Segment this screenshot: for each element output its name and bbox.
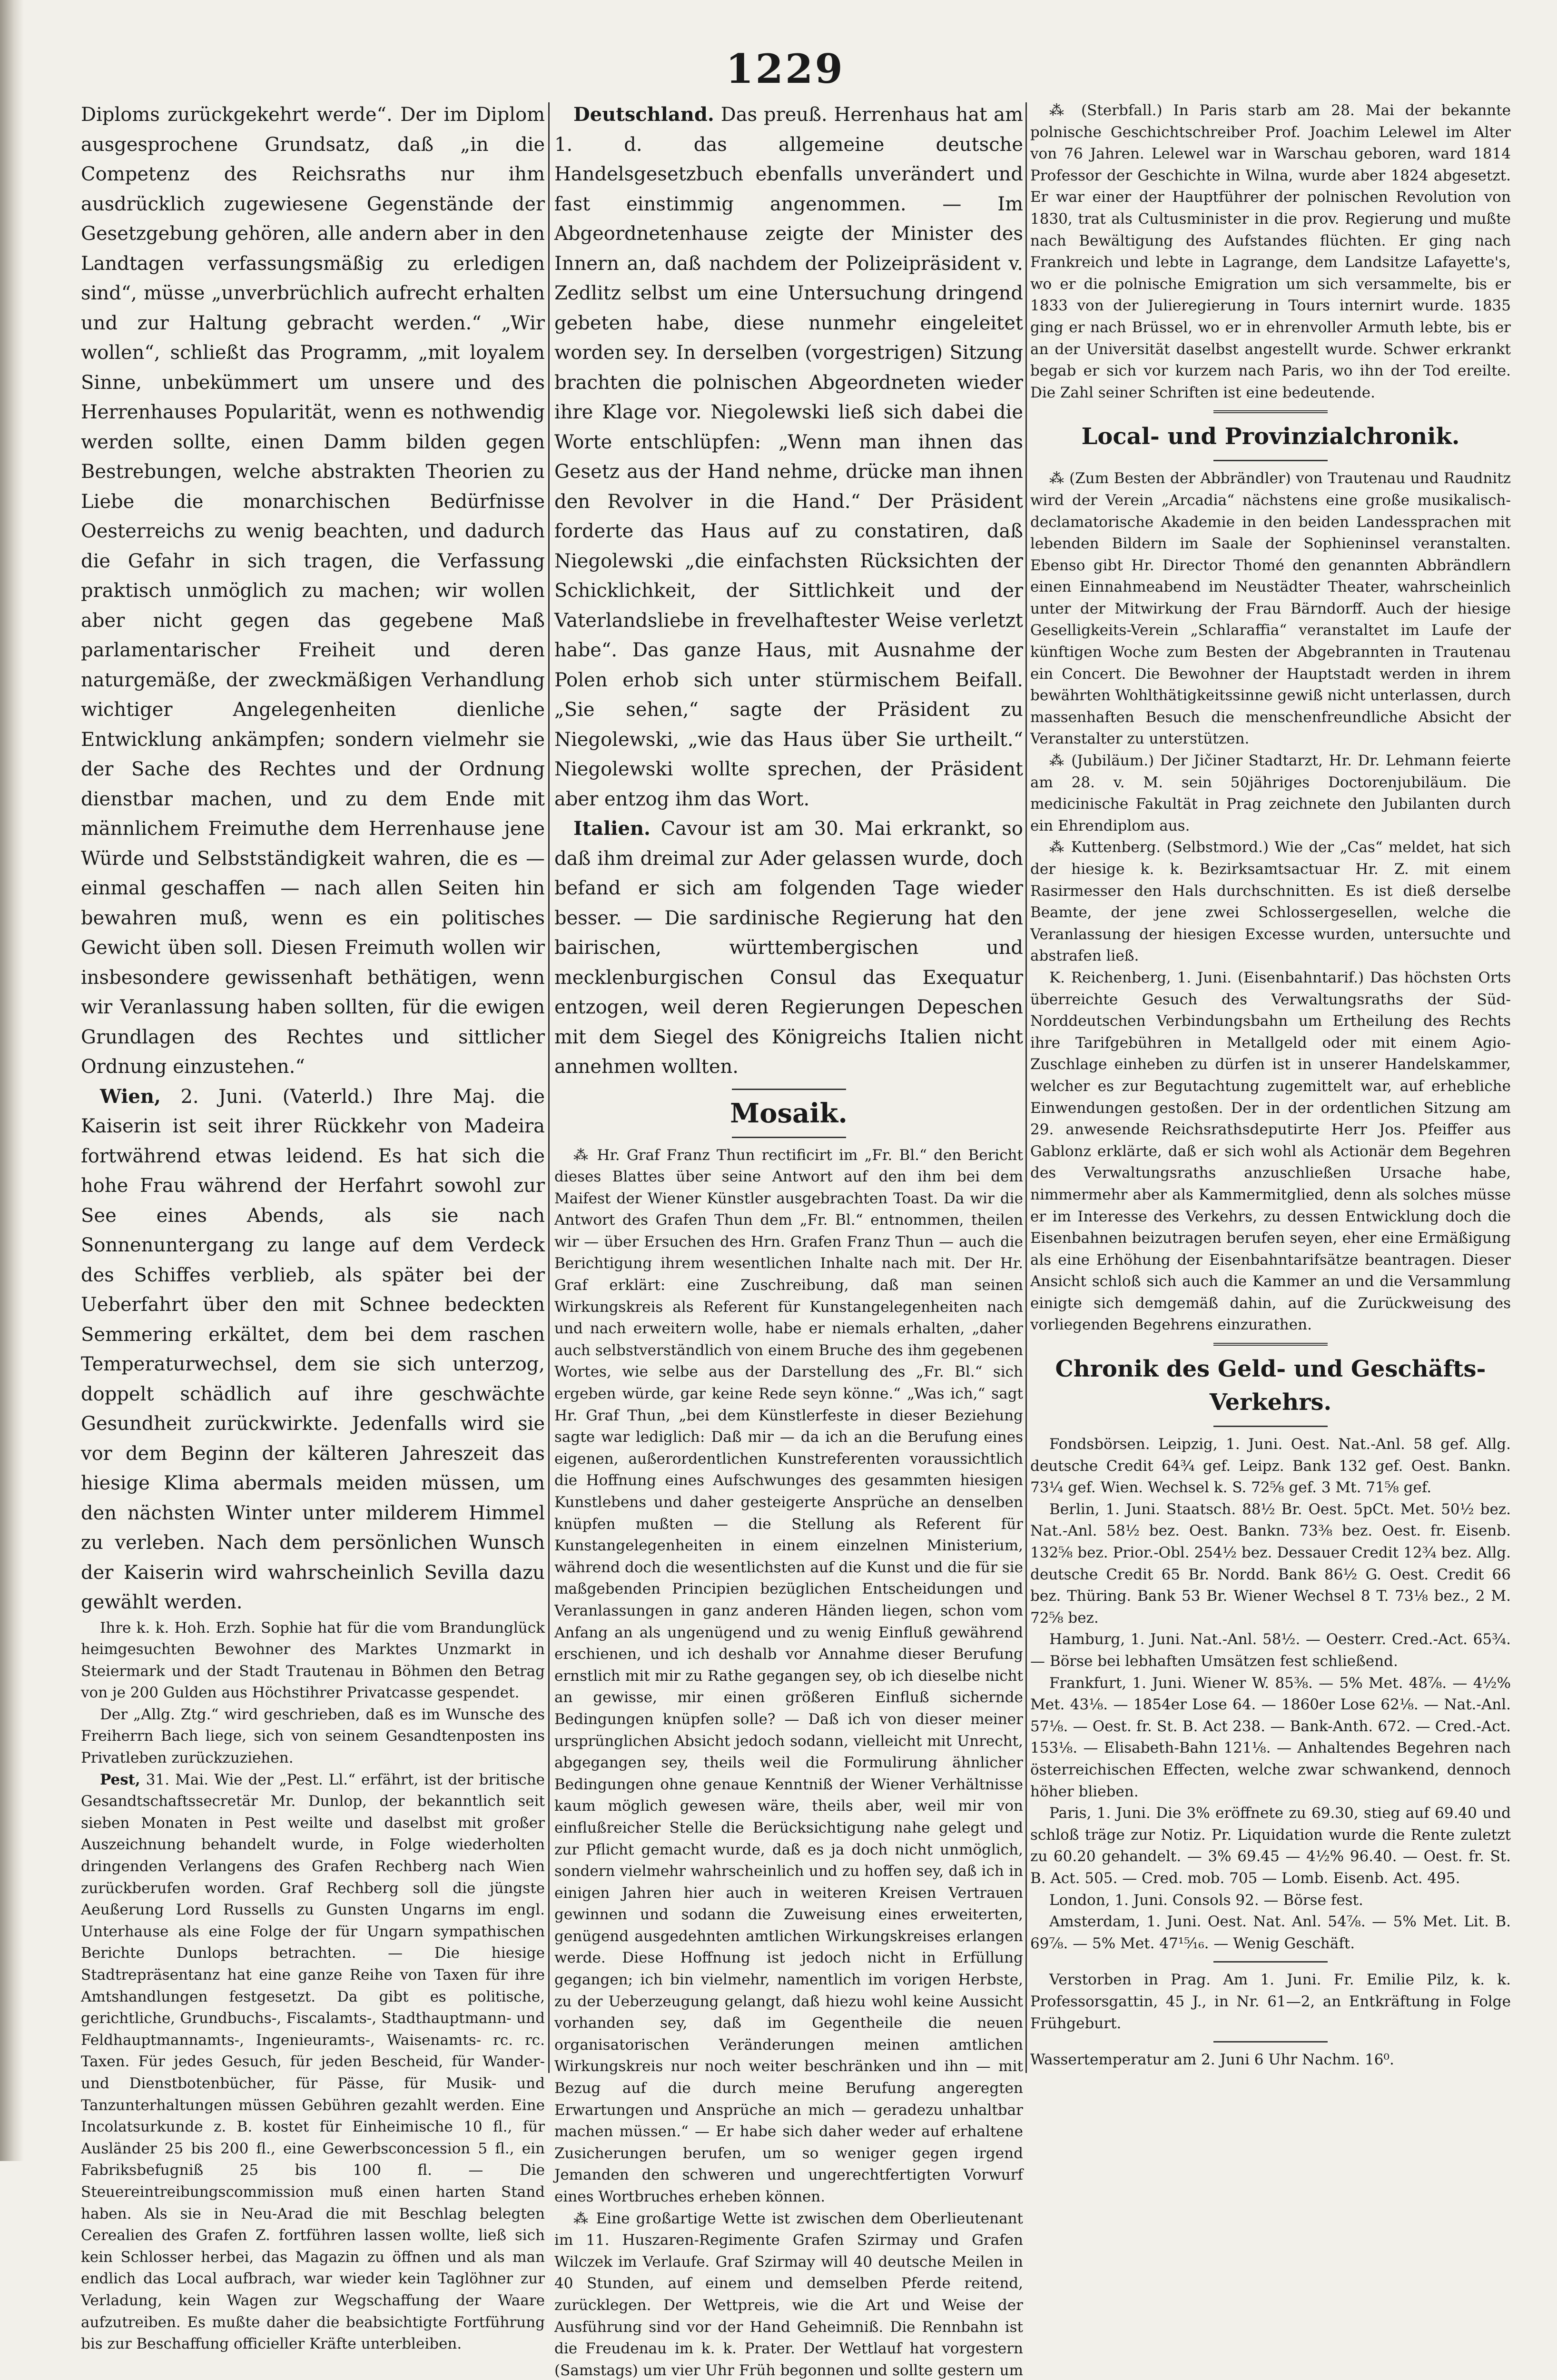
divider xyxy=(732,1089,846,1090)
dateline-deutschland: Deutschland. xyxy=(573,103,714,126)
divider xyxy=(1213,2041,1328,2043)
column-middle xyxy=(554,100,1023,2379)
divider xyxy=(1213,460,1328,461)
article-pest-text: 31. Mai. Wie der „Pest. Ll.“ erfährt, ist der britische Gesandtschaftssecretär Mr. Dunlop, der bekanntlich seit sieben Monaten in Pest weilte und daselbst mit großer Auszeichnung behandelt wurde, in Folge wiederholten dringenden Verlangens des Grafen Rechberg nach Wien zurückberufen worden. Graf Rechberg soll die jüngste Aeußerung Lord Russells zu Gunsten Ungarns im engl. Unterhause als eine Folge der für Ungarn sympathischen Berichte Dunlops betrachten. — Die hiesige Stadtrepräsentanz hat eine ganze Reihe von Taxen für ihre Amtshandlungen festgesetzt. Da gibt es politische, gerichtliche, Grundbuchs-, Fiscalamts-, Stadthauptmann- und Feldhauptmannamts-, Ingenieuramts-, Waisenamts- rc. rc. Taxen. Für jedes Gesuch, für jeden Bescheid, für Wander- und Dienstbotenbücher, für Pässe, für Musik- und Tanzunterhaltungen müssen Gebühren gezahlt werden. Eine Incolatsurkunde z. B. kostet für Einheimische 10 fl., für Ausländer 25 bis 200 fl., eine Gewerbsconcession 5 fl., ein Fabriksbefugniß 25 bis 100 fl. — Die Steuereintreibungscommission muß einen harten Stand haben. Als sie in Neu-Arad die mit Beschlag belegten Cerealien des Grafen Z. fortführen lassen wollte, ließ sich kein Schlosser herbei, das Magazin zu öffnen und als man endlich das Local aufbrach, war wieder kein Taglöhner zur Verladung, kein Wagen zur Wegschaffung der Waare aufzutreiben. Es mußte daher die beabsichtigte Fortführung bis zur Beschaffung officieller Kräfte unterbleiben. xyxy=(81,1771,545,2353)
mosaik-item-graf-thun: ⁂ Hr. Graf Franz Thun rectificirt im „Fr. Bl.“ den Bericht dieses Blattes über seine Antwort auf den ihm bei dem Maifest der Wiener Künstler ausgebrachten Toast. Da wir die Antwort des Grafen Thun dem „Fr. Bl.“ entnommen, theilen wir — über Ersuchen des Hrn. Grafen Franz Thun — auch die Berichtigung ihrem wesentlichen Inhalte nach mit. Der Hr. Graf erklärt: eine Zuschreibung, daß man seinen Wirkungskreis als Referent für Kunstangelegenheiten nach und nach erweitern wolle, habe er niemals erhalten, „daher auch selbstverständlich von einem Bruche des ihm gegebenen Wortes, wie selbe aus der Darstellung des „Fr. Bl.“ sich ergeben würde, gar keine Rede seyn könne.“ „Was ich,“ sagt Hr. Graf Thun, „bei dem Künstlerfeste in dieser Beziehung sagte war lediglich: Daß mir — da ich an die Berufung eines eigenen, außerordentlichen Kunstreferenten voraussichtlich die Hoffnung eines Aufschwunges des gesammten hiesigen Kunstlebens und daher gesteigerte Ansprüche an denselben knüpfen mußten — die Stellung als Referent für Kunstangelegenheiten in einem einzelnen Ministerium, während doch die wesentlichsten auf die Kunst und die für sie maßgebenden Principien bezüglichen Entscheidungen und Veranlassungen in ganz anderen Händen liegen, schon vom Anfang an als ungenügend und zu wenig Einfluß gewährend erschienen, und ich deshalb vor Annahme dieser Berufung ernstlich mit mir zu Rathe gegangen sey, ob ich dieselbe nicht an gewisse, mir einen größeren Einfluß sichernde Bedingungen knüpfen solle? — Daß ich von dieser meiner ursprünglichen Absicht jedoch sodann, vielleicht mit Unrecht, abgegangen sey, theils weil die Formulirung ähnlicher Bedingungen ohne genaue Kenntniß der Wiener Verhältnisse kaum möglich gewesen wäre, theils aber, weil mir von einflußreicher Stelle die Berücksichtigung nahe gelegt und zur Pflicht gemacht wurde, daß es ja doch nicht unmöglich, sondern vielmehr wahrscheinlich und zu hoffen sey, daß ich in einigen Jahren hier auch in weiteren Kreisen Vertrauen gewinnen und sodann die Zuweisung eines erweiterten, genügend ausgedehnten amtlichen Wirkungskreises erlangen werde. Diese Hoffnung ist jedoch nicht in Erfüllung gegangen; ich bin vielmehr, namentlich im vorigen Herbste, zu der Ueberzeugung gelangt, daß hiezu wohl keine Aussicht vorhanden sey, daß im Gegentheile die neuen organisatorischen Veränderungen meinen amtlichen Wirkungskreis nur noch weiter beschränken und ihn — mit Bezug auf die durch meine Berufung angeregten Erwartungen und Ansprüche an mich — geradezu unhaltbar machen müssen.“ — Er habe sich daher weder auf erhaltene Zusicherungen berufen, um so weniger gegen irgend Jemanden den schweren und ungerechtfertigten Vorwurf eines Wortbruches erheben können. xyxy=(554,1146,1023,2205)
section-title-geld-chronik: Chronik des Geld- und Geschäfts-Verkehrs. xyxy=(1055,1356,1486,1416)
market-frankfurt: Frankfurt, 1. Juni. Wiener W. 85⅜. — 5% Met. 48⅞. — 4½% Met. 43⅛. — 1854er Lose 64. — 1860er Lose 62⅛. — Nat.-Anl. 57⅛. — Oest. fr. St. B. Act 238. — Bank-Anth. 672. — Cred.-Act. 153⅛. — Elisabeth-Bahn 121⅛. — Anhaltendes Begehren nach österreichischen Effecten, welche zwar schwankend, dennoch höher blieben. xyxy=(1030,1674,1511,1800)
column-right xyxy=(1030,100,1511,2090)
market-amsterdam: Amsterdam, 1. Juni. Oest. Nat. Anl. 54⅞. — 5% Met. Lit. B. 69⅞. — 5% Met. 47¹⁵⁄₁₆. — Wenig Geschäft. xyxy=(1030,1913,1511,1952)
article-wien xyxy=(81,1082,545,1617)
local-item-abbraendler: ⁂ (Zum Besten der Abbrändler) von Trautenau und Raudnitz wird der Verein „Arcadia“ nächstens eine große musikalisch-declamatorische Akademie in den beiden Landessprachen mit lebenden Bildern im Saale der Sophieninsel veranstalten. Ebenso gibt Hr. Director Thomé den genannten Abbrändlern einen Einnahmeabend im Neustädter Theater, wahrscheinlich unter der Mitwirkung der Frau Bärndorff. Auch der hiesige Geselligkeits-Verein „Schlaraffia“ veranstaltet im Laufe der künftigen Woche zum Besten der Abgebrannten in Trautenau ein Concert. Die Bewohner der Hauptstadt werden in ihrem bewährten Wohlthätigkeitssinne gewiß nicht unterlassen, durch massenhaften Besuch die menschenfreundliche Absicht der Veranstalter zu unterstützen. xyxy=(1030,470,1511,748)
page-edge-shadow xyxy=(0,0,24,2161)
mosaik-item-wette: ⁂ Eine großartige Wette ist zwischen dem Oberlieutenant im 11. Huszaren-Regimente Grafen Szirmay und Grafen Wilczek im Verlaufe. Graf Szirmay will 40 deutsche Meilen in 40 Stunden, auf einem und demselben Pferde reitend, zurücklegen. Der Wettpreis, wie die Art und Weise der Ausführung sind vor der Hand Geheimniß. Die Rennbahn ist die Freudenau im k. k. Prater. Der Wettlauf hat vorgestern (Samstags) um vier Uhr Früh begonnen und sollte gestern um xyxy=(554,2210,1023,2379)
article-deutschland xyxy=(554,100,1023,814)
dateline-wien: Wien, xyxy=(100,1085,161,1108)
article-erzh-sophie: Ihre k. k. Hoh. Erzh. Sophie hat für die vom Brandunglück heimgesuchten Bewohner des Marktes Unzmarkt in Steiermark und der Stadt Trautenau in Böhmen den Betrag von je 200 Gulden aus Höchstihrer Privatcasse gespendet. xyxy=(81,1619,545,1702)
divider xyxy=(1213,410,1328,413)
page-number: 1229 xyxy=(726,45,845,92)
column-rule-left xyxy=(548,102,550,2073)
article-freiherr-bach: Der „Allg. Ztg.“ wird geschrieben, daß es im Wunsche des Freiherrn Bach liege, sich von seinem Gesandtenposten ins Privatleben zurückzuziehen. xyxy=(81,1706,545,1767)
article-deutschland-text: Das preuß. Herrenhaus hat am 1. d. das allgemeine deutsche Handelsgesetzbuch ebenfalls unverändert und fast einstimmig angenommen. — Im Abgeordnetenhause zeigte der Minister des Innern an, daß nachdem der Polizeipräsident v. Zedlitz selbst um eine Untersuchung dringend gebeten habe, diese nunmehr eingeleitet worden sey. In derselben (vorgestrigen) Sitzung brachten die polnischen Abgeordneten wieder ihre Klage vor. Niegolewski ließ sich dabei die Worte entschlüpfen: „Wenn man ihnen das Gesetz aus der Hand nehme, drücke man ihnen den Revolver in die Hand.“ Der Präsident forderte das Haus auf zu constatiren, daß Niegolewski „die einfachsten Rücksichten der Schicklichkeit, der Sittlichkeit und der Vaterlandsliebe in frevelhaftester Weise verletzt habe“. Das ganze Haus, mit Ausnahme der Polen erhob sich unter stürmischem Beifall. „Sie sehen,“ sagte der Präsident zu Niegolewski, „wie das Haus über Sie urtheilt.“ Niegolewski wollte sprechen, der Präsident aber entzog ihm das Wort. xyxy=(554,104,1023,810)
divider xyxy=(1213,1426,1328,1427)
divider xyxy=(732,1137,846,1138)
notice-verstorben: Verstorben in Prag. Am 1. Juni. Fr. Emilie Pilz, k. k. Professorsgattin, 45 J., in Nr. 61—2, an Entkräftung in Folge Frühgeburt. xyxy=(1030,1971,1511,2032)
market-berlin: Berlin, 1. Juni. Staatsch. 88½ Br. Oest. 5pCt. Met. 50½ bez. Nat.-Anl. 58½ bez. Oest. Bankn. 73⅜ bez. Oest. fr. Eisenb. 132⅝ bez. Prior.-Obl. 254½ bez. Dessauer Credit 12¾ bez. Allg. deutsche Credit 65 Br. Nordd. Bank 86½ G. Oest. Credit 66 bez. Thüring. Bank 53 Br. Wiener Wechsel 8 T. 73⅛ bez., 2 M. 72⅝ bez. xyxy=(1030,1500,1511,1626)
section-title-mosaik: Mosaik. xyxy=(730,1097,847,1129)
local-item-reichenberg: K. Reichenberg, 1. Juni. (Eisenbahntarif.) Das höchsten Orts überreichte Gesuch des Verwaltungsraths der Süd-Norddeutschen Verbindungsbahn um Ertheilung des Rechts ihre Tarifgebühren in Metallgeld oder mit einem Agio-Zuschlage einheben zu dürfen ist in unserer Handelskammer, welcher es zur Begutachtung zugemittelt war, auf erhebliche Einwendungen gestoßen. Der in der ordentlichen Sitzung am 29. anwesende Reichsrathsdeputirte Herr Jos. Pfeiffer aus Gablonz erklärte, daß er sich wohl als Actionär dem Begehren des Verwaltungsraths anzuschließen Ursache habe, nimmermehr aber als Kammermitglied, denn als solches müsse er im Interesse des Verkehrs, zu dessen Entwicklung doch die Eisenbahnen beizutragen berufen seyen, eher eine Ermäßigung als eine Erhöhung der Eisenbahntarifsätze beantragen. Dieser Ansicht schloß sich auch die Kammer an und die Versammlung einigte sich demgemäß dahin, auf die Zurückweisung des vorliegenden Begehrens einzurathen. xyxy=(1030,969,1511,1334)
article-italien-text: Cavour ist am 30. Mai erkrankt, so daß ihm dreimal zur Ader gelassen wurde, doch befand er sich am folgenden Tage wieder besser. — Die sardinische Regierung hat den bairischen, württembergischen und mecklenburgischen Consul das Exequatur entzogen, weil deren Regierungen Depeschen mit dem Siegel des Königreichs Italien nicht annehmen wollten. xyxy=(554,818,1023,1078)
column-left xyxy=(81,100,545,2353)
market-leipzig: Fondsbörsen. Leipzig, 1. Juni. Oest. Nat.-Anl. 58 gef. Allg. deutsche Credit 64¾ gef. Leipz. Bank 132 gef. Oest. Bankn. 73¼ gef. Wien. Wechsel k. S. 72⅝ gef. 3 Mt. 71⅝ gef. xyxy=(1030,1436,1511,1497)
local-item-kuttenberg: ⁂ Kuttenberg. (Selbstmord.) Wie der „Cas“ meldet, hat sich der hiesige k. k. Bezirksamtsactuar Hr. Z. mit einem Rasirmesser den Hals durchschnitten. Es ist dieß derselbe Beamte, der jene zwei Schlossergesellen, welche die Veranlassung der hiesigen Excesse wurden, untersuchte und abstrafen ließ. xyxy=(1030,839,1511,965)
section-title-local-chronik: Local- und Provinzialchronik. xyxy=(1081,423,1460,450)
local-item-jubilaeum: ⁂ (Jubiläum.) Der Jičiner Stadtarzt, Hr. Dr. Lehmann feierte am 28. v. M. sein 50jähriges Doctorenjubiläum. Die medicinische Fakultät in Prag zeichnete den Jubilanten durch ein Ehrendiplom aus. xyxy=(1030,752,1511,834)
article-wien-text: 2. Juni. (Vaterld.) Ihre Maj. die Kaiserin ist seit ihrer Rückkehr von Madeira fortwährend etwas leidend. Es hat sich die hohe Frau während der Herfahrt sowohl zur See eines Abends, als sie nach Sonnenuntergang zu lange auf dem Verdeck des Schiffes verblieb, als später bei der Ueberfahrt über den mit Schnee bedeckten Semmering erkältet, dem bei dem raschen Temperaturwechsel, dem sie sich unterzog, doppelt schädlich auf ihre geschwächte Gesundheit zurückwirkte. Jedenfalls wird sie vor dem Beginn der kälteren Jahreszeit das hiesige Klima abermals meiden müssen, um den nächsten Winter unter milderem Himmel zu verleben. Nach dem persönlichen Wunsch der Kaiserin wird wahrscheinlich Sevilla dazu gewählt werden. xyxy=(81,1085,545,1613)
notice-wassertemperatur: Wassertemperatur am 2. Juni 6 Uhr Nachm. 16⁰. xyxy=(1030,2051,1394,2069)
column-rule-right xyxy=(1025,102,1027,2073)
article-diplom-continued: Diploms zurückgekehrt werde“. Der im Diplom ausgesprochene Grundsatz, daß „in die Competenz des Reichsraths nur ihm ausdrücklich zugewiesene Gegenstände der Gesetzgebung gehören, alle andern aber in den Landtagen verfassungsmäßig zu erledigen sind“, müsse „unverbrüchlich aufrecht erhalten und zur Haltung gebracht werden.“ „Wir wollen“, schließt das Programm, „mit loyalem Sinne, unbekümmert um unsere und des Herrenhauses Popularität, wenn es nothwendig werden sollte, einen Damm bilden gegen Bestrebungen, welche abstrakten Theorien zu Liebe die monarchischen Bedürfnisse Oesterreichs zu wenig beachten, und dadurch die Gefahr in sich tragen, die Verfassung praktisch unmöglich zu machen; wir wollen aber nicht gegen das gegebene Maß parlamentarischer Freiheit und deren naturgemäße, der zweckmäßigen Verhandlung wichtiger Angelegenheiten dienliche Entwicklung ankämpfen; sondern vielmehr sie der Sache des Rechtes und der Ordnung dienstbar machen, und zu dem Ende mit männlichem Freimuthe dem Herrenhause jene Würde und Selbstständigkeit wahren, die es — einmal geschaffen — nach allen Seiten hin bewahren muß, wenn es ein politisches Gewicht üben soll. Diesen Freimuth wollen wir insbesondere gewissenhaft bethätigen, wenn wir Veranlassung haben sollten, für die ewigen Grundlagen des Rechtes und sittlicher Ordnung einzustehen.“ xyxy=(81,104,545,1078)
market-london: London, 1. Juni. Consols 92. — Börse fest. xyxy=(1049,1891,1363,1909)
divider xyxy=(1213,1961,1328,1963)
article-pest xyxy=(81,1769,545,2355)
divider xyxy=(1213,1343,1328,1346)
article-italien xyxy=(554,814,1023,1082)
dateline-pest: Pest, xyxy=(100,1771,140,1788)
market-hamburg: Hamburg, 1. Juni. Nat.-Anl. 58½. — Oesterr. Cred.-Act. 65¾. — Börse bei lebhaften Umsätzen fest schließend. xyxy=(1030,1631,1511,1670)
dateline-italien: Italien. xyxy=(573,817,650,840)
market-paris: Paris, 1. Juni. Die 3% eröffnete zu 69.30, stieg auf 69.40 und schloß träge zur Notiz. Pr. Liquidation wurde die Rente zuletzt zu 60.20 gehandelt. — 3% 69.45 — 4½% 96.40. — Oest. fr. St. B. Act. 505. — Cred. mob. 705 — Lomb. Eisenb. Act. 495. xyxy=(1030,1805,1511,1887)
notice-sterbfall: ⁂ (Sterbfall.) In Paris starb am 28. Mai der bekannte polnische Geschichtschreiber Prof. Joachim Lelewel im Alter von 76 Jahren. Lelewel war in Warschau geboren, ward 1814 Professor der Geschichte in Wilna, wurde aber 1824 abgesetzt. Er war einer der Hauptführer der polnischen Revolution von 1830, trat als Cultusminister in die prov. Regierung und mußte nach Bewältigung des Aufstandes flüchten. Er ging nach Frankreich und lebte in Lagrange, dem Landsitze Lafayette's, wo er die polnische Emigration um sich versammelte, bis er 1833 von der Julieregierung in Tours internirt wurde. 1835 ging er nach Brüssel, wo er in ehrenvoller Armuth lebte, bis er an der Universität daselbst angestellt wurde. Schwer erkrankt begab er sich vor kurzem nach Paris, wo ihn der Tod ereilte. Die Zahl seiner Schriften ist eine bedeutende. xyxy=(1030,102,1511,401)
